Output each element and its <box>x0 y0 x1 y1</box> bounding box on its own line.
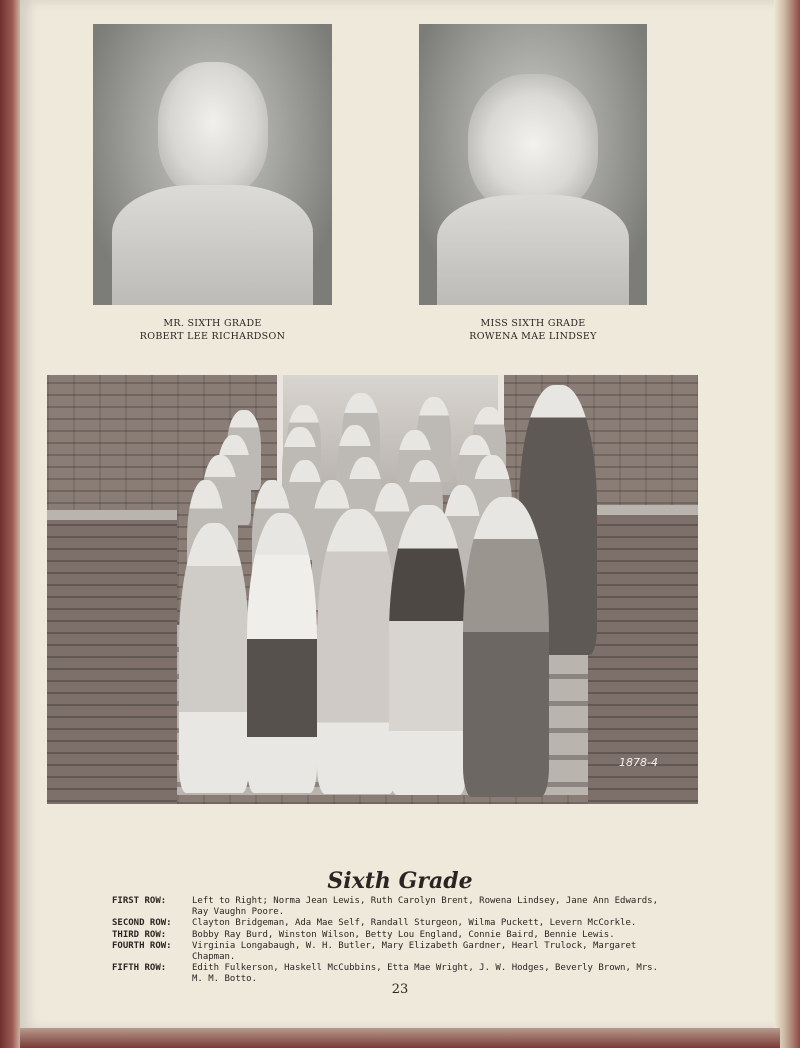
portrait-caption-boy <box>93 317 332 343</box>
brick-wall-left <box>47 510 177 804</box>
row-names: Left to Right; Norma Jean Lewis, Ruth Carolyn Brent, Rowena Lindsey, Jane Ann Edwards, Ray Vaughn Poore. <box>192 896 658 918</box>
student <box>317 509 397 794</box>
portrait-name: ROBERT LEE RICHARDSON <box>139 331 286 342</box>
row-label: SECOND ROW: <box>112 918 172 929</box>
portrait-name: ROWENA MAE LINDSEY <box>469 331 597 342</box>
row-label: FIFTH ROW: <box>112 963 167 974</box>
row-label: FOURTH ROW: <box>112 940 172 951</box>
page-number: 23 <box>391 982 409 997</box>
negative-number: 1878-4 <box>619 756 658 769</box>
row-names: Clayton Bridgeman, Ada Mae Self, Randall Sturgeon, Wilma Puckett, Levern McCorkle. <box>192 918 637 929</box>
portrait-photo-girl <box>419 24 647 305</box>
student <box>179 523 249 793</box>
row-names: Edith Fulkerson, Haskell McCubbins, Etta Mae Wright, J. W. Hodges, Beverly Brown, Mrs. M. M. Botto. <box>192 963 658 985</box>
list-item <box>112 930 672 941</box>
portrait-photo-boy <box>93 24 332 305</box>
row-label: FIRST ROW: <box>112 896 167 906</box>
student <box>463 497 549 797</box>
list-item <box>112 941 672 963</box>
portrait-title: MISS SIXTH GRADE <box>480 318 586 329</box>
section-title: Sixth Grade <box>327 868 473 894</box>
student-name-list <box>112 896 672 986</box>
list-item <box>112 918 672 929</box>
row-label: THIRD ROW: <box>112 929 167 940</box>
student <box>389 505 467 795</box>
book-bottom-edge <box>20 1028 780 1048</box>
row-names: Bobby Ray Burd, Winston Wilson, Betty Lou England, Connie Baird, Bennie Lewis. <box>192 929 615 940</box>
list-item <box>112 896 672 918</box>
row-names: Virginia Longabaugh, W. H. Butler, Mary Elizabeth Gardner, Hearl Trulock, Margaret Chapman. <box>192 940 637 963</box>
class-group-photo <box>47 375 698 804</box>
student <box>247 513 317 793</box>
portrait-title: MR. SIXTH GRADE <box>163 318 262 329</box>
portrait-caption-girl <box>419 317 647 343</box>
